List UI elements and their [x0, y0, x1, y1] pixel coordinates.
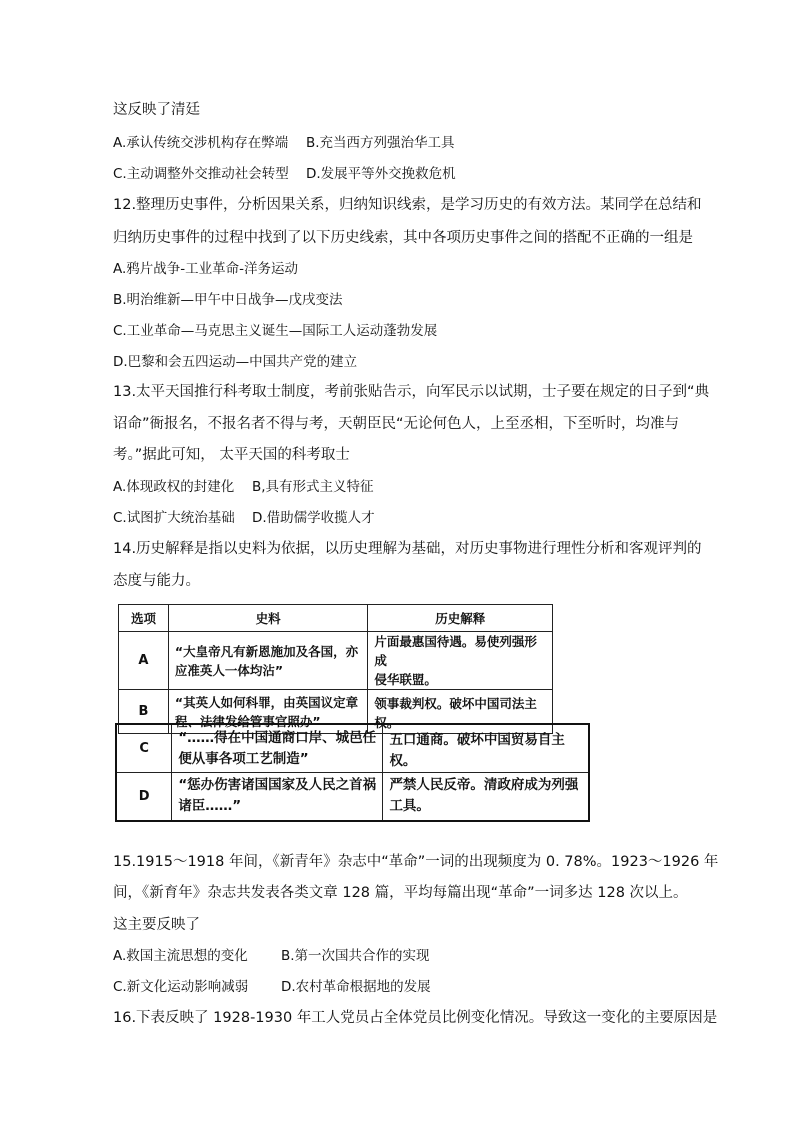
q13-stem-line3: 考。”据此可知， 太平天国的科考取士	[113, 447, 350, 463]
q13-option-a: A.体现政权的封建化	[113, 479, 235, 495]
cell-line: 程、法律发给管事官照办”	[174, 713, 321, 729]
q14-stem-line2: 态度与能力。	[113, 573, 200, 589]
q11-option-b: B.充当西方列强治华工具	[306, 135, 455, 151]
q11-stem-end: 这反映了清廷	[113, 102, 200, 118]
q14-table-bottom	[115, 723, 590, 822]
cell-line: 便从事各项工艺制造”	[178, 750, 309, 767]
q15-option-a: A.救国主流思想的变化	[113, 948, 248, 964]
row-b-option: B	[119, 690, 169, 734]
q13-stem-line2: 诏命”衙报名，不报名者不得与考，天朝臣民“无论何色人，上至丞相，下至听时，均准与	[113, 416, 680, 432]
cell-line: 领事裁判权。破坏中国司法主权。	[374, 696, 537, 730]
q11-option-c: C.主动调整外交推动社会转型	[113, 166, 289, 182]
header-explanation: 历史解释	[368, 605, 553, 632]
q12-option-d: D.巴黎和会五四运动—中国共产党的建立	[113, 354, 358, 370]
cell-line: “惩办伤害诸国国家及人民之首祸	[178, 777, 377, 794]
cell-line: “大皇帝凡有新恩施加及各国，亦	[174, 643, 359, 659]
row-a-source	[168, 632, 368, 690]
q12-option-b: B.明治维新—甲午中日战争—戊戌变法	[113, 292, 343, 308]
cell-line: 应准英人一体均沾”	[174, 662, 284, 678]
q12-stem-line1: 12.整理历史事件，分析因果关系，归纳知识线索，是学习历史的有效方法。某同学在总结和	[113, 197, 702, 213]
q13-option-d: D.借助儒学收揽人才	[252, 510, 375, 526]
q11-option-a: A.承认传统交涉机构存在弊端	[113, 135, 289, 151]
q12-option-a: A.鸦片战争-工业革命-洋务运动	[113, 261, 299, 277]
row-d-explanation	[383, 773, 589, 821]
header-source: 史料	[168, 605, 368, 632]
q13-option-b: B,具有形式主义特征	[252, 479, 374, 495]
table-row	[119, 632, 553, 690]
cell-line: 严禁人民反帝。清政府成为列强	[389, 777, 579, 794]
q14-stem-line1: 14.历史解释是指以史料为依据，以历史理解为基础，对历史事物进行理性分析和客观评判的	[113, 541, 702, 557]
q16-stem-line1: 16.下表反映了 1928-1930 年工人党员占全体党员比例变化情况。导致这一变化的主要原因是	[113, 1010, 718, 1026]
q15-stem-line3: 这主要反映了	[113, 917, 200, 933]
q13-option-c: C.试图扩大统治基础	[113, 510, 235, 526]
cell-line: “其英人如何科罪，由英国议定章	[174, 694, 359, 710]
q15-stem-line2: 间，《新育年》杂志共发表各类文章 128 篇，平均每篇出现“革命”一词多达 128 次以上。	[113, 885, 688, 901]
q13-stem-line1: 13.太平天国推行科考取士制度，考前张贴告示，向军民示以试期，士子要在规定的日子到“典	[113, 384, 710, 400]
cell-line: “……得在中国通商口岸、城邑任	[178, 729, 377, 746]
q12-stem-line2: 归纳历史事件的过程中找到了以下历史线索，其中各项历史事件之间的搭配不正确的一组是	[113, 230, 693, 246]
row-d-source	[172, 773, 383, 821]
table-row	[116, 724, 589, 773]
q15-option-b: B.第一次国共合作的实现	[281, 948, 430, 964]
q15-option-d: D.农村革命根据地的发展	[281, 979, 431, 995]
row-c-option: C	[116, 724, 172, 773]
header-option: 选项	[119, 605, 169, 632]
cell-line: 工具。	[389, 798, 430, 815]
cell-line: 片面最惠国待遇。易使列强形成	[374, 634, 537, 668]
q12-option-c: C.工业革命—马克思主义诞生—国际工人运动蓬勃发展	[113, 323, 438, 339]
row-c-source	[172, 724, 383, 773]
table-row	[116, 773, 589, 821]
cell-line: 诸臣……”	[178, 798, 242, 815]
q15-option-c: C.新文化运动影响减弱	[113, 979, 249, 995]
row-c-explanation	[383, 724, 589, 773]
row-a-explanation	[368, 632, 553, 690]
table-header-row	[119, 605, 553, 632]
cell-line: 五口通商。破坏中国贸易自主权。	[389, 732, 565, 769]
q11-option-d: D.发展平等外交挽救危机	[306, 166, 456, 182]
q15-stem-line1: 15.1915～1918 年间，《新青年》杂志中“革命”一词的出现频度为 0. 78%。1923～1926 年	[113, 854, 719, 870]
cell-line: 侵华联盟。	[374, 672, 437, 687]
row-a-option: A	[119, 632, 169, 690]
row-d-option: D	[116, 773, 172, 821]
q14-table-top	[118, 604, 553, 734]
